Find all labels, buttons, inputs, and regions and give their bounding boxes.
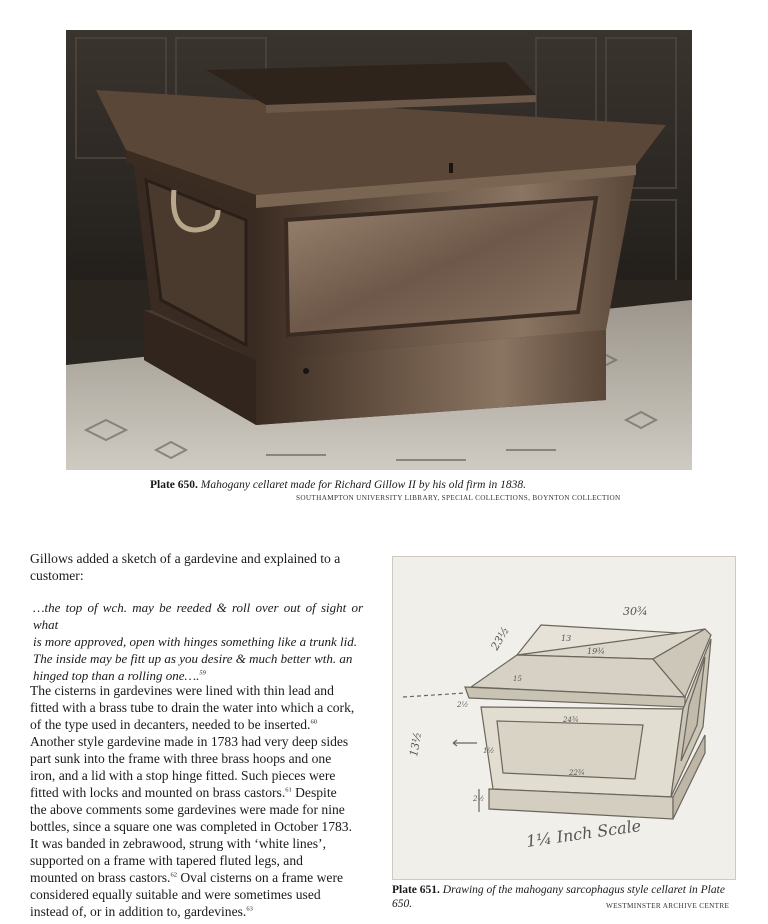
plate-651-caption-line1: Drawing of the mahogany sarcophagus style cellaret in Plate: [442, 884, 725, 896]
plate-650-photograph: [66, 30, 692, 470]
plate-651-credit: WESTMINSTER ARCHIVE CENTRE: [606, 902, 730, 910]
footnote-ref: 60: [310, 718, 317, 726]
dim-height-overhang: 2½: [457, 701, 469, 709]
cistern-paragraph: [30, 682, 364, 920]
dim-body-bottom: 22¾: [569, 769, 585, 777]
intro-paragraph: [30, 550, 364, 584]
plate-650-caption-text: Mahogany cellaret made for Richard Gillow II by his old firm in 1838.: [200, 479, 527, 491]
plate-651-caption: [392, 883, 742, 897]
plate-650-caption: [150, 478, 710, 492]
para-line: of the type used in decanters, needed to be inserted.$^{60}$: [30, 717, 317, 732]
para-line: considered equally suitable and were sometimes used: [30, 887, 321, 902]
dim-left-height: 13½: [407, 730, 425, 758]
dim-foot: 2½: [473, 795, 485, 803]
para-line: fitted with locks and mounted on brass castors.$^{61}$ Despite: [30, 785, 337, 800]
dim-depth-side: 23½: [488, 624, 512, 653]
para-line: The cisterns in gardevines were lined with thin lead and: [30, 683, 334, 698]
quote-line: is more approved, open with hinges something like a trunk lid.: [33, 634, 357, 649]
quote-line: …the top of wch. may be reeded & roll over out of sight or what: [33, 600, 363, 632]
footnote-ref: 62: [170, 871, 177, 879]
para-line: part sunk into the frame with three brass hoops and one: [30, 751, 332, 766]
cellaret-photo-illustration: [66, 30, 692, 470]
para-line: iron, and a lid with a stop hinge fitted. Such pieces were: [30, 768, 336, 783]
dim-lid-top: 19¾: [587, 647, 605, 656]
footnote-ref: 63: [246, 905, 253, 913]
customer-quote: [33, 599, 363, 684]
para-line: It was banded in zebrawood, strung with ‘white lines’,: [30, 836, 326, 851]
para-line: instead of, or in addition to, gardevines.$^{63}$: [30, 904, 253, 919]
plate-650-label: Plate 650.: [150, 479, 198, 491]
para-line: Another style gardevine made in 1783 had very deep sides: [30, 734, 349, 749]
plate-651-caption-line2: 650.: [392, 898, 413, 910]
para-line: supported on a frame with tapered fluted legs, and: [30, 853, 303, 868]
dim-inner-height: 1½: [483, 747, 495, 755]
intro-line: customer:: [30, 568, 84, 583]
intro-line: Gillows added a sketch of a gardevine and explained to a: [30, 551, 341, 566]
dim-lid-side: 13: [561, 634, 572, 643]
plate-651-caption-cont: [392, 897, 472, 911]
scale-note: 1¼ Inch Scale: [524, 816, 643, 851]
para-line: fitted with a brass tube to drain the water into which a cork,: [30, 700, 355, 715]
quote-line: The inside may be fitt up as you desire & much better wth. an: [33, 651, 353, 666]
quote-line: hinged top than a rolling one….$^{59}$: [33, 668, 206, 683]
plate-651-label: Plate 651.: [392, 884, 440, 896]
footnote-ref: 61: [285, 786, 292, 794]
cellaret-sketch: [393, 557, 735, 879]
plate-651-drawing: [392, 556, 736, 880]
dim-length-top: 30¾: [623, 605, 648, 618]
para-line: bottles, since a square one was completed in October 1783.: [30, 819, 353, 834]
footnote-ref: 59: [199, 669, 206, 677]
dim-lid-front: 15: [513, 675, 522, 683]
plate-650-credit: SOUTHAMPTON UNIVERSITY LIBRARY, SPECIAL COLLECTIONS, BOYNTON COLLECTION: [296, 494, 621, 502]
para-line: the above comments some gardevines were made for nine: [30, 802, 345, 817]
dim-body-top: 24¾: [563, 716, 579, 724]
para-line: mounted on brass castors.$^{62}$ Oval cisterns on a frame were: [30, 870, 344, 885]
